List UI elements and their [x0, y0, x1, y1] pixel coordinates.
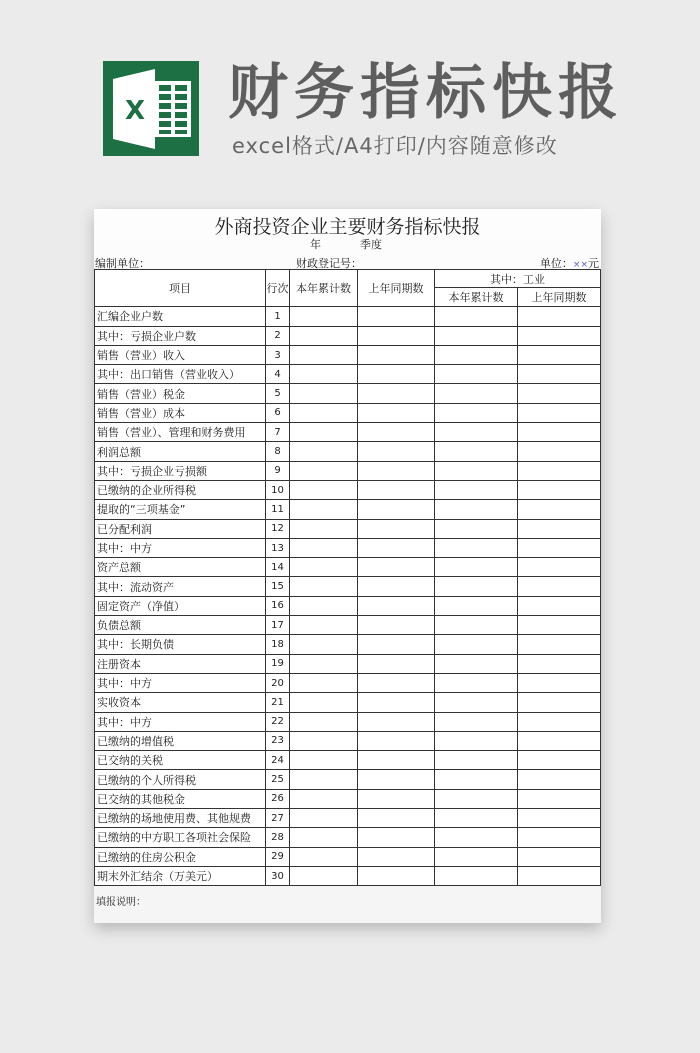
cell-current-ytd[interactable] — [290, 500, 358, 519]
row-number: 29 — [266, 847, 290, 866]
row-item-label: 已缴纳的个人所得税 — [95, 770, 266, 789]
cell-industry-prior-same-period[interactable] — [518, 500, 601, 519]
row-item-label: 销售（营业）、管理和财务费用 — [95, 423, 266, 442]
cell-industry-prior-same-period[interactable] — [518, 577, 601, 596]
row-item-label: 汇编企业户数 — [95, 307, 266, 326]
row-number: 2 — [266, 326, 290, 345]
table-row — [95, 345, 601, 364]
table-row — [95, 538, 601, 557]
cell-industry-prior-same-period[interactable] — [518, 770, 601, 789]
table-row — [95, 403, 601, 422]
cell-industry-prior-same-period[interactable] — [518, 712, 601, 731]
row-item-label: 已缴纳的增值税 — [95, 731, 266, 750]
table-row — [95, 751, 601, 770]
cell-industry-current-ytd[interactable] — [435, 693, 518, 712]
cell-current-ytd[interactable] — [290, 751, 358, 770]
row-number: 4 — [266, 365, 290, 384]
cell-current-ytd[interactable] — [290, 809, 358, 828]
table-row — [95, 480, 601, 499]
cell-prior-same-period[interactable] — [358, 577, 435, 596]
cell-industry-current-ytd[interactable] — [435, 442, 518, 461]
header-prior-same-period: 上年同期数 — [358, 270, 435, 307]
row-number: 17 — [266, 616, 290, 635]
cell-prior-same-period[interactable] — [358, 596, 435, 615]
cell-prior-same-period[interactable] — [358, 635, 435, 654]
cell-industry-prior-same-period[interactable] — [518, 307, 601, 326]
cell-industry-prior-same-period[interactable] — [518, 654, 601, 673]
row-item-label: 期末外汇结余（万美元） — [95, 866, 266, 885]
row-item-label: 销售（营业）收入 — [95, 345, 266, 364]
row-number: 21 — [266, 693, 290, 712]
cell-industry-current-ytd[interactable] — [435, 403, 518, 422]
cell-prior-same-period[interactable] — [358, 654, 435, 673]
cell-prior-same-period[interactable] — [358, 828, 435, 847]
row-number: 5 — [266, 384, 290, 403]
table-row — [95, 616, 601, 635]
cell-industry-current-ytd[interactable] — [435, 789, 518, 808]
cell-industry-prior-same-period[interactable] — [518, 866, 601, 885]
table-row — [95, 866, 601, 885]
row-item-label: 其中：中方 — [95, 673, 266, 692]
cell-prior-same-period[interactable] — [358, 519, 435, 538]
row-item-label: 已分配利润 — [95, 519, 266, 538]
cell-current-ytd[interactable] — [290, 828, 358, 847]
row-item-label: 其中：亏损企业户数 — [95, 326, 266, 345]
cell-industry-current-ytd[interactable] — [435, 866, 518, 885]
row-item-label: 注册资本 — [95, 654, 266, 673]
header-current-ytd: 本年累计数 — [290, 270, 358, 307]
cell-industry-prior-same-period[interactable] — [518, 384, 601, 403]
row-number: 18 — [266, 635, 290, 654]
table-row — [95, 847, 601, 866]
cell-industry-prior-same-period[interactable] — [518, 423, 601, 442]
cell-industry-current-ytd[interactable] — [435, 828, 518, 847]
cell-current-ytd[interactable] — [290, 326, 358, 345]
cell-current-ytd[interactable] — [290, 673, 358, 692]
row-item-label: 固定资产（净值） — [95, 596, 266, 615]
cell-current-ytd[interactable] — [290, 538, 358, 557]
banner-title: 财务指标快报 — [228, 58, 624, 128]
cell-industry-current-ytd[interactable] — [435, 654, 518, 673]
cell-prior-same-period[interactable] — [358, 673, 435, 692]
row-number: 25 — [266, 770, 290, 789]
cell-industry-current-ytd[interactable] — [435, 809, 518, 828]
row-item-label: 负债总额 — [95, 616, 266, 635]
cell-industry-prior-same-period[interactable] — [518, 789, 601, 808]
row-item-label: 销售（营业）税金 — [95, 384, 266, 403]
cell-industry-current-ytd[interactable] — [435, 635, 518, 654]
row-item-label: 销售（营业）成本 — [95, 403, 266, 422]
document-title: 外商投资企业主要财务指标快报 — [214, 216, 481, 238]
cell-industry-prior-same-period[interactable] — [518, 847, 601, 866]
cell-prior-same-period[interactable] — [358, 365, 435, 384]
cell-prior-same-period[interactable] — [358, 558, 435, 577]
cell-industry-prior-same-period[interactable] — [518, 596, 601, 615]
cell-prior-same-period[interactable] — [358, 770, 435, 789]
cell-current-ytd[interactable] — [290, 345, 358, 364]
cell-industry-current-ytd[interactable] — [435, 596, 518, 615]
cell-industry-current-ytd[interactable] — [435, 480, 518, 499]
table-row — [95, 365, 601, 384]
cell-current-ytd[interactable] — [290, 519, 358, 538]
cell-current-ytd[interactable] — [290, 866, 358, 885]
cell-industry-current-ytd[interactable] — [435, 751, 518, 770]
cell-current-ytd[interactable] — [290, 365, 358, 384]
cell-prior-same-period[interactable] — [358, 616, 435, 635]
cell-current-ytd[interactable] — [290, 480, 358, 499]
cell-industry-current-ytd[interactable] — [435, 307, 518, 326]
cell-industry-current-ytd[interactable] — [435, 847, 518, 866]
cell-prior-same-period[interactable] — [358, 866, 435, 885]
cell-prior-same-period[interactable] — [358, 538, 435, 557]
unit-placeholder: ×× — [572, 260, 588, 270]
banner — [0, 0, 700, 200]
cell-industry-prior-same-period[interactable] — [518, 365, 601, 384]
cell-prior-same-period[interactable] — [358, 789, 435, 808]
cell-prior-same-period[interactable] — [358, 461, 435, 480]
cell-industry-prior-same-period[interactable] — [518, 693, 601, 712]
cell-prior-same-period[interactable] — [358, 384, 435, 403]
cell-prior-same-period[interactable] — [358, 403, 435, 422]
spreadsheet-page — [94, 209, 601, 923]
unit-label: 单位：××元 — [539, 257, 599, 270]
table-row — [95, 384, 601, 403]
row-number: 24 — [266, 751, 290, 770]
cell-prior-same-period[interactable] — [358, 423, 435, 442]
row-number: 10 — [266, 480, 290, 499]
cell-industry-current-ytd[interactable] — [435, 616, 518, 635]
row-number: 6 — [266, 403, 290, 422]
row-number: 27 — [266, 809, 290, 828]
cell-industry-prior-same-period[interactable] — [518, 345, 601, 364]
cell-prior-same-period[interactable] — [358, 751, 435, 770]
row-number: 13 — [266, 538, 290, 557]
cell-current-ytd[interactable] — [290, 847, 358, 866]
table-row — [95, 461, 601, 480]
cell-prior-same-period[interactable] — [358, 307, 435, 326]
cell-current-ytd[interactable] — [290, 731, 358, 750]
row-number: 7 — [266, 423, 290, 442]
row-number: 19 — [266, 654, 290, 673]
excel-logo-icon — [103, 61, 199, 156]
header-row-no: 行次 — [266, 270, 290, 307]
table-row — [95, 326, 601, 345]
cell-industry-prior-same-period[interactable] — [518, 519, 601, 538]
cell-current-ytd[interactable] — [290, 654, 358, 673]
cell-industry-current-ytd[interactable] — [435, 345, 518, 364]
table-row — [95, 500, 601, 519]
table-row — [95, 519, 601, 538]
cell-current-ytd[interactable] — [290, 616, 358, 635]
table-row — [95, 673, 601, 692]
table-row — [95, 809, 601, 828]
row-number: 8 — [266, 442, 290, 461]
row-item-label: 实收资本 — [95, 693, 266, 712]
row-item-label: 已缴纳的住房公积金 — [95, 847, 266, 866]
cell-prior-same-period[interactable] — [358, 693, 435, 712]
row-item-label: 其中：长期负债 — [95, 635, 266, 654]
cell-industry-prior-same-period[interactable] — [518, 403, 601, 422]
row-item-label: 其中：出口销售（营业收入） — [95, 365, 266, 384]
header-item: 项目 — [95, 270, 266, 307]
banner-subtitle: excel格式/A4打印/内容随意修改 — [232, 134, 558, 158]
cell-current-ytd[interactable] — [290, 635, 358, 654]
table-row — [95, 307, 601, 326]
table-row — [95, 654, 601, 673]
row-number: 16 — [266, 596, 290, 615]
row-item-label: 已交纳的关税 — [95, 751, 266, 770]
row-number: 11 — [266, 500, 290, 519]
cell-industry-prior-same-period[interactable] — [518, 616, 601, 635]
cell-industry-current-ytd[interactable] — [435, 538, 518, 557]
cell-industry-prior-same-period[interactable] — [518, 828, 601, 847]
header-industry-current-ytd: 本年累计数 — [435, 288, 518, 307]
cell-prior-same-period[interactable] — [358, 480, 435, 499]
row-number: 28 — [266, 828, 290, 847]
row-number: 22 — [266, 712, 290, 731]
header-industry-prior-same-period: 上年同期数 — [518, 288, 601, 307]
cell-industry-current-ytd[interactable] — [435, 731, 518, 750]
cell-current-ytd[interactable] — [290, 423, 358, 442]
cell-current-ytd[interactable] — [290, 770, 358, 789]
cell-prior-same-period[interactable] — [358, 847, 435, 866]
cell-current-ytd[interactable] — [290, 712, 358, 731]
cell-prior-same-period[interactable] — [358, 345, 435, 364]
table-row — [95, 596, 601, 615]
svg-text:X: X — [125, 96, 146, 126]
cell-current-ytd[interactable] — [290, 577, 358, 596]
cell-industry-prior-same-period[interactable] — [518, 751, 601, 770]
cell-industry-current-ytd[interactable] — [435, 326, 518, 345]
row-item-label: 已缴纳的场地使用费、其他规费 — [95, 809, 266, 828]
row-number: 1 — [266, 307, 290, 326]
cell-industry-current-ytd[interactable] — [435, 500, 518, 519]
table-row — [95, 770, 601, 789]
row-item-label: 其中：亏损企业亏损额 — [95, 461, 266, 480]
cell-current-ytd[interactable] — [290, 596, 358, 615]
cell-industry-prior-same-period[interactable] — [518, 480, 601, 499]
cell-industry-prior-same-period[interactable] — [518, 461, 601, 480]
row-item-label: 已缴纳的中方职工各项社会保险 — [95, 828, 266, 847]
cell-current-ytd[interactable] — [290, 307, 358, 326]
cell-industry-current-ytd[interactable] — [435, 365, 518, 384]
cell-industry-current-ytd[interactable] — [435, 673, 518, 692]
row-item-label: 利润总额 — [95, 442, 266, 461]
row-number: 20 — [266, 673, 290, 692]
cell-industry-prior-same-period[interactable] — [518, 673, 601, 692]
cell-prior-same-period[interactable] — [358, 442, 435, 461]
cell-industry-prior-same-period[interactable] — [518, 809, 601, 828]
cell-industry-current-ytd[interactable] — [435, 558, 518, 577]
table-row — [95, 693, 601, 712]
cell-industry-current-ytd[interactable] — [435, 577, 518, 596]
row-item-label: 已交纳的其他税金 — [95, 789, 266, 808]
cell-industry-prior-same-period[interactable] — [518, 442, 601, 461]
cell-industry-current-ytd[interactable] — [435, 423, 518, 442]
period-quarter: 季度 — [360, 238, 382, 251]
cell-current-ytd[interactable] — [290, 461, 358, 480]
cell-industry-current-ytd[interactable] — [435, 770, 518, 789]
cell-prior-same-period[interactable] — [358, 731, 435, 750]
cell-industry-current-ytd[interactable] — [435, 519, 518, 538]
financial-indicators-table — [94, 269, 601, 886]
row-number: 15 — [266, 577, 290, 596]
table-row — [95, 789, 601, 808]
row-number: 26 — [266, 789, 290, 808]
row-item-label: 其中：流动资产 — [95, 577, 266, 596]
row-number: 14 — [266, 558, 290, 577]
row-number: 23 — [266, 731, 290, 750]
row-number: 12 — [266, 519, 290, 538]
row-item-label: 已缴纳的企业所得税 — [95, 480, 266, 499]
row-number: 30 — [266, 866, 290, 885]
row-item-label: 资产总额 — [95, 558, 266, 577]
table-row — [95, 635, 601, 654]
cell-prior-same-period[interactable] — [358, 500, 435, 519]
cell-industry-prior-same-period[interactable] — [518, 538, 601, 557]
cell-industry-prior-same-period[interactable] — [518, 326, 601, 345]
table-row — [95, 423, 601, 442]
period-year: 年 — [310, 238, 321, 251]
row-number: 3 — [266, 345, 290, 364]
table-row — [95, 558, 601, 577]
cell-industry-current-ytd[interactable] — [435, 712, 518, 731]
cell-current-ytd[interactable] — [290, 789, 358, 808]
cell-prior-same-period[interactable] — [358, 326, 435, 345]
prepared-by-label: 编制单位： — [95, 257, 150, 270]
registration-label: 财政登记号： — [296, 257, 362, 270]
cell-industry-current-ytd[interactable] — [435, 461, 518, 480]
cell-industry-prior-same-period[interactable] — [518, 731, 601, 750]
row-number: 9 — [266, 461, 290, 480]
cell-industry-current-ytd[interactable] — [435, 384, 518, 403]
header-industry-group: 其中：工业 — [435, 270, 601, 288]
notes-label: 填报说明： — [96, 897, 146, 908]
cell-current-ytd[interactable] — [290, 403, 358, 422]
row-item-label: 其中：中方 — [95, 712, 266, 731]
cell-industry-prior-same-period[interactable] — [518, 635, 601, 654]
cell-prior-same-period[interactable] — [358, 809, 435, 828]
cell-industry-prior-same-period[interactable] — [518, 558, 601, 577]
row-item-label: 其中：中方 — [95, 538, 266, 557]
cell-current-ytd[interactable] — [290, 384, 358, 403]
table-row — [95, 731, 601, 750]
table-row — [95, 577, 601, 596]
table-row — [95, 712, 601, 731]
table-row — [95, 828, 601, 847]
cell-current-ytd[interactable] — [290, 442, 358, 461]
row-item-label: 提取的“三项基金” — [95, 500, 266, 519]
cell-prior-same-period[interactable] — [358, 712, 435, 731]
table-row — [95, 442, 601, 461]
cell-current-ytd[interactable] — [290, 693, 358, 712]
cell-current-ytd[interactable] — [290, 558, 358, 577]
